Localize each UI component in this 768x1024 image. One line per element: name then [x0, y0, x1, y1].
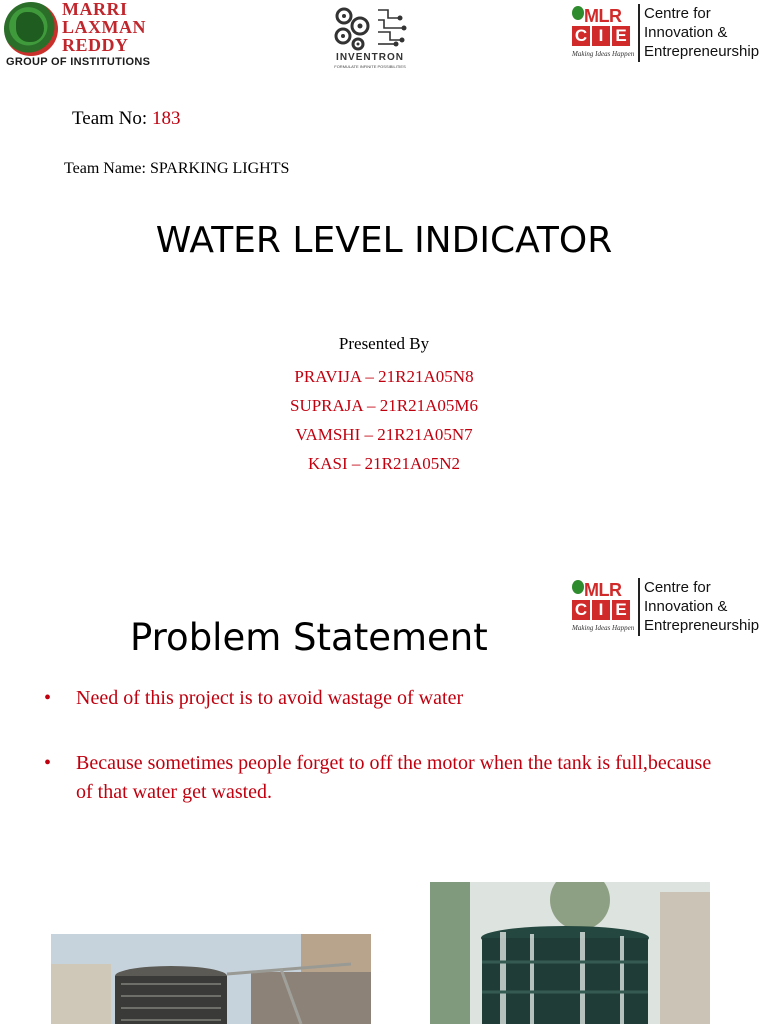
cie-badge	[570, 576, 636, 638]
gears-icon	[330, 4, 374, 52]
cie-logo-slide2	[570, 576, 766, 646]
cie-text	[644, 4, 759, 61]
cie-tagline: Making Ideas Happen	[572, 50, 635, 58]
team-name-value: SPARKING LIGHTS	[149, 160, 290, 177]
inventron-tagline: FORMULATE INFINITE POSSIBILITIES	[334, 64, 406, 69]
cie-letter: C	[572, 26, 590, 46]
inventron-logo	[322, 2, 418, 74]
member-item: PRAVIJA – 21R21A05N8	[294, 367, 474, 386]
team-number	[72, 108, 180, 130]
cie-text-line: Entrepreneurship	[644, 617, 760, 634]
cie-letter: E	[612, 26, 630, 46]
cie-letter: E	[612, 600, 630, 620]
circuit-icon	[376, 4, 408, 52]
college-name	[62, 0, 146, 54]
cie-divider	[638, 578, 640, 636]
cie-badge	[570, 2, 636, 64]
bullet-item: • Need of this project is to avoid wastage of water	[44, 684, 724, 713]
cie-text-line: Centre for	[644, 5, 711, 22]
overflowing-tank-image	[430, 882, 710, 1024]
cie-mlr-text: MLR	[584, 6, 622, 26]
cie-text-line: Innovation &	[644, 24, 728, 41]
team-number-value: 183	[151, 108, 181, 129]
member-item: VAMSHI – 21R21A05N7	[295, 425, 473, 444]
inventron-word: INVENTRON	[336, 52, 404, 63]
green-leaf-icon	[572, 6, 584, 20]
water-tank-photo	[51, 934, 371, 1024]
bullet-item: • Because sometimes people forget to off the motor when the tank is full,because of that water get wasted.	[44, 749, 724, 807]
college-name-line: LAXMAN	[62, 17, 146, 37]
cie-text-line: Innovation &	[644, 598, 728, 615]
team-name	[64, 160, 289, 178]
cie-letters	[572, 600, 630, 620]
cie-mlr-text: MLR	[584, 580, 622, 600]
cie-text	[644, 578, 759, 635]
member-list	[0, 362, 768, 478]
college-emblem-icon	[4, 2, 58, 56]
cie-text-line: Centre for	[644, 579, 711, 596]
college-name-line: MARRI	[62, 0, 128, 19]
college-logo	[4, 0, 164, 72]
bullet-list	[44, 684, 724, 807]
cie-text-line: Entrepreneurship	[644, 43, 760, 60]
cie-logo	[570, 2, 766, 72]
slide-title: WATER LEVEL INDICATOR	[155, 220, 613, 261]
overflowing-tank-photo	[430, 882, 710, 1024]
team-name-label: Team Name:	[64, 160, 146, 177]
member-item: KASI – 21R21A05N2	[307, 454, 461, 473]
cie-letter: I	[592, 26, 610, 46]
cie-letters	[572, 26, 630, 46]
team-number-label: Team No:	[72, 108, 148, 129]
presented-by-label: Presented By	[338, 334, 430, 353]
college-group-text: GROUP OF INSTITUTIONS	[6, 56, 151, 68]
green-leaf-icon	[572, 580, 584, 594]
cie-divider	[638, 4, 640, 62]
member-item: SUPRAJA – 21R21A05M6	[290, 396, 478, 415]
college-name-line: REDDY	[62, 35, 129, 55]
cie-tagline: Making Ideas Happen	[572, 624, 635, 632]
water-tank-image	[51, 934, 371, 1024]
cie-letter: I	[592, 600, 610, 620]
problem-statement-title: Problem Statement	[130, 616, 488, 659]
cie-letter: C	[572, 600, 590, 620]
